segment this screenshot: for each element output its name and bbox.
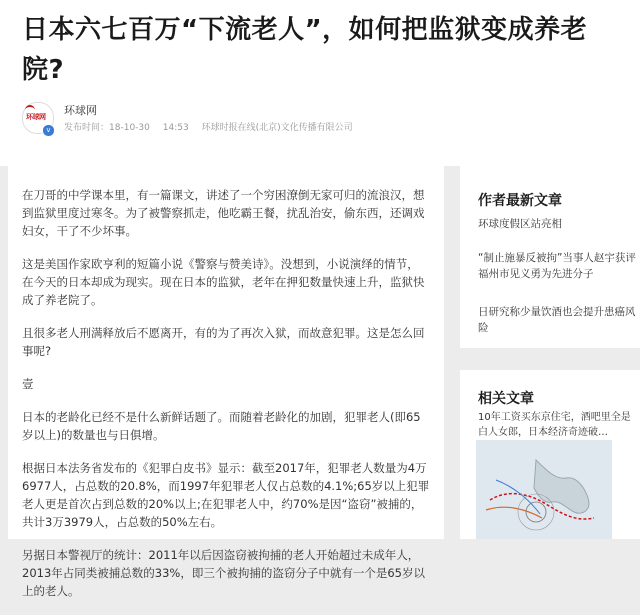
publish-date: 18-10-30 <box>109 123 150 133</box>
publish-time: 14:53 <box>162 123 189 133</box>
source-name[interactable]: 环球网 <box>64 104 97 117</box>
author-article-link[interactable]: 日研究称少量饮酒也会提升患癌风险 <box>478 306 636 334</box>
source-logo-text: 环球网 <box>26 113 46 121</box>
verified-badge-icon: v <box>42 124 55 137</box>
author-articles-heading: 作者最新文章 <box>478 193 562 209</box>
article-body <box>8 166 444 598</box>
publish-label: 发布时间： <box>64 123 110 133</box>
related-article-link[interactable]: 10年工资买东京住宅，酒吧里全是白人女郎，日本经济奇迹破… <box>478 412 631 438</box>
article-text <box>22 186 430 615</box>
sidebar-divider <box>460 348 640 370</box>
author-article-link[interactable]: “制止施暴反被拘”当事人赵宇获评福州市见义勇为先进分子 <box>478 252 636 280</box>
paragraph: 这是美国作家欧亨利的短篇小说《警察与赞美诗》。没想到，小说演绎的情节，在今天的日本却成为现实。现在日本的监狱，老年在押犯数量快速上升，监狱快成了养老院了。 <box>22 257 425 307</box>
paragraph: 根据日本法务省发布的《犯罪白皮书》显示：截至2017年，犯罪老人数量为4万6977人，占总数的20.8%，而1997年犯罪老人仅占总数的4.1%;65岁以上犯罪老人更是首次占到总数的20%以上;在犯罪老人中，约70%是因“盗窃”被捕的，共计3万3979人，占总数的50%左右。 <box>22 461 430 529</box>
section-marker: 壹 <box>22 377 34 391</box>
publisher-name: 环球时报在线(北京)文化传播有限公司 <box>201 123 353 133</box>
author-article-link[interactable]: 环球度假区站亮相 <box>478 218 562 230</box>
paragraph: 且很多老人刑满释放后不愿离开，有的为了再次入狱，而故意犯罪。这是怎么回事呢? <box>22 326 425 358</box>
article-header <box>0 0 640 166</box>
related-articles-heading: 相关文章 <box>478 391 534 407</box>
paragraph: 在刀哥的中学课本里，有一篇课文，讲述了一个穷困潦倒无家可归的流浪汉，想到监狱里度过寒冬。为了被警察抓走，他吃霸王餐，扰乱治安，偷东西，还调戏妇女，干了不少坏事。 <box>22 188 425 238</box>
related-article-thumbnail[interactable] <box>476 440 612 539</box>
publish-info <box>64 120 363 133</box>
paragraph: 另据日本警视厅的统计：2011年以后因盗窃被拘捕的老人开始超过未成年人，2013年占同类被捕总数的33%，即三个被拘捕的盗窃分子中就有一个是65岁以上的老人。 <box>22 548 425 598</box>
paragraph: 日本的老龄化已经不是什么新鲜话题了。而随着老龄化的加剧，犯罪老人(即65岁以上)的数量也与日俱增。 <box>22 410 421 442</box>
article-title: 日本六七百万“下流老人”，如何把监狱变成养老院? <box>22 15 588 85</box>
map-thumbnail-image <box>476 440 612 539</box>
